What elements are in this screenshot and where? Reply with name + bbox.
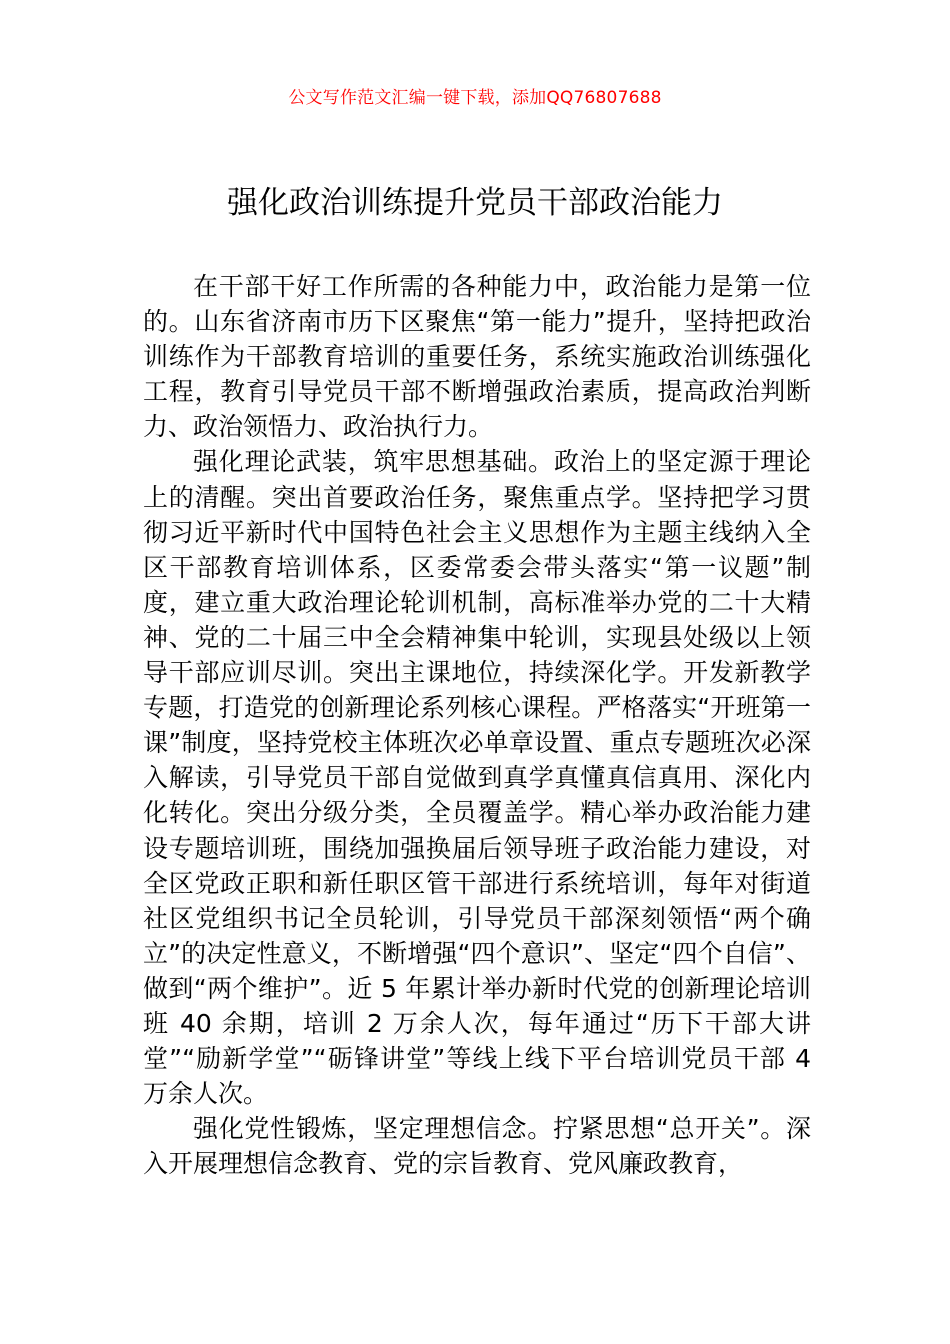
header-ad-text: 公文写作范文汇编一键下载，添加QQ76807688 <box>288 88 662 108</box>
paragraph-party-spirit: 强化党性锻炼，坚定理想信念。拧紧思想“总开关”。深入开展理想信念教育、党的宗旨教育、党风廉政教育， <box>143 1114 811 1179</box>
document-body <box>143 269 811 1181</box>
paragraph-theory: 强化理论武装，筑牢思想基础。政治上的坚定源于理论上的清醒。突出首要政治任务，聚焦重点学。坚持把学习贯彻习近平新时代中国特色社会主义思想作为主题主线纳入全区干部教育培训体系，区委常委会带头落实“第一议题”制度，建立重大政治理论轮训机制，高标准举办党的二十大精神、党的二十届三中全会精神集中轮训，实现县处级以上领导干部应训尽训。突出主课地位，持续深化学。开发新教学专题，打造党的创新理论系列核心课程。严格落实“开班第一课”制度，坚持党校主体班次必单章设置、重点专题班次必深入解读，引导党员干部自觉做到真学真懂真信真用、深化内化转化。突出分级分类，全员覆盖学。精心举办政治能力建设专题培训班，围绕加强换届后领导班子政治能力建设，对全区党政正职和新任职区管干部进行系统培训，每年对街道社区党组织书记全员轮训，引导党员干部深刻领悟“两个确立”的决定性意义，不断增强“四个意识”、坚定“四个自信”、做到“两个维护”。近 5 年累计举办新时代党的创新理论培训班 40 余期，培训 2 万余人次，每年通过“历下干部大讲堂”“励新学堂”“砺锋讲堂”等线上线下平台培训党员干部 4 万余人次。 <box>143 447 811 1109</box>
paragraph-intro: 在干部干好工作所需的各种能力中，政治能力是第一位的。山东省济南市历下区聚焦“第一能力”提升，坚持把政治训练作为干部教育培训的重要任务，系统实施政治训练强化工程，教育引导党员干部不断增强政治素质，提高政治判断力、政治领悟力、政治执行力。 <box>143 272 811 442</box>
document-title: 强化政治训练提升党员干部政治能力 <box>227 185 723 221</box>
